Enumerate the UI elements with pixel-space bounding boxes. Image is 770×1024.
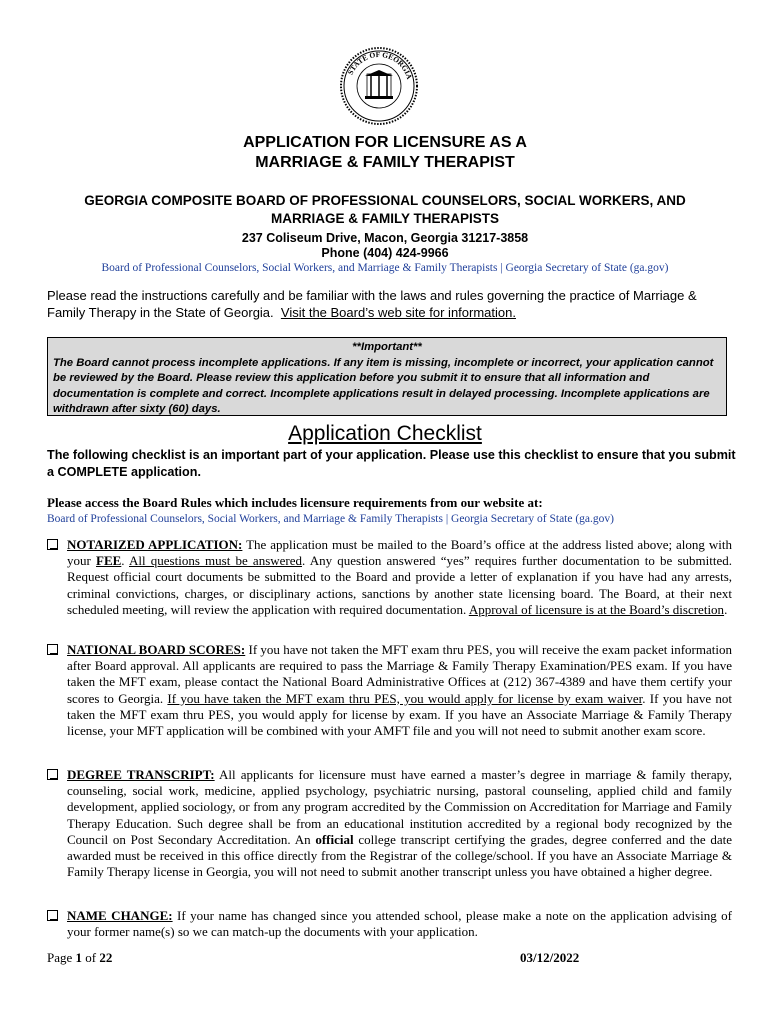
document-title-line2: MARRIAGE & FAMILY THERAPIST: [255, 154, 515, 171]
board-name-line2: MARRIAGE & FAMILY THERAPISTS: [270, 211, 500, 226]
board-phone: Phone (404) 424-9966: [321, 246, 449, 260]
fee-label: FEE: [96, 553, 122, 569]
intro-text: Please read the instructions carefully and be familiar with the laws and rules governing the practice of Marriage & Family Therapy in the State of Georgia.: [47, 288, 697, 320]
board-website-link[interactable]: Board of Professional Counselors, Social Workers, and Marriage & Family Therapists | Georgia Secretary of State (ga.gov): [101, 262, 669, 274]
item-label: NOTARIZED APPLICATION:: [67, 537, 243, 552]
important-body: The Board cannot process incomplete applications. If any item is missing, incomplete or incorrect, your application cannot be reviewed by the Board. Please review this application before you submit it to ensure that all information and documentation is complete and correct. Incomplete applications result in delayed processing. Incomplete applications are withdrawn after sixty (60) days.: [53, 356, 714, 415]
board-name-line1: GEORGIA COMPOSITE BOARD OF PROFESSIONAL COUNSELORS, SOCIAL WORKERS, AND: [84, 193, 686, 208]
item-label: DEGREE TRANSCRIPT:: [67, 767, 215, 782]
checkbox-icon[interactable]: [47, 769, 58, 780]
item-label: NAME CHANGE:: [67, 908, 173, 923]
checkbox-icon[interactable]: [47, 539, 58, 550]
checkbox-icon[interactable]: [47, 910, 58, 921]
document-title-line1: APPLICATION FOR LICENSURE AS A: [243, 134, 527, 151]
board-site-link[interactable]: Visit the Board’s web site for information.: [280, 305, 516, 320]
checklist-heading: Application Checklist: [288, 422, 482, 445]
item-label: NATIONAL BOARD SCORES:: [67, 642, 246, 657]
important-notice: [47, 337, 727, 416]
checklist-intro: The following checklist is an important part of your application. Please use this checklist to ensure that you submit a COMPLETE application.: [47, 448, 736, 479]
revision-date: 03/12/2022: [520, 950, 580, 965]
state-seal-icon: [339, 46, 419, 126]
checkbox-icon[interactable]: [47, 644, 58, 655]
checklist-item-degree-transcript: DEGREE TRANSCRIPT: All applicants for licensure must have earned a master’s degree in marriage & family therapy, counseling, social work, medicine, applied psychology, psychiatric nursing, pastoral counseling, applied child and family development, applied sociology, or from any program accredited by the Commission on Accreditation for Marriage and Family Therapy Education. Such degree shall be from an educational institution accredited by a regional body recognized by the Council on Post Secondary Accreditation. An official college transcript certifying the grades, degree conferred and the date awarded must be received in this office directly from the Registrar of the college/school. If you have an Associate Marriage & Family Therapy license in Georgia, you will not need to submit another transcript unless you have obtained a higher degree.: [47, 767, 732, 880]
board-rules-access: Please access the Board Rules which includes licensure requirements from our website at:: [47, 495, 543, 510]
important-heading: **Important**: [352, 341, 422, 353]
checklist-item-national-board: NATIONAL BOARD SCORES: If you have not taken the MFT exam thru PES, you will receive the exam packet information after Board approval. All applicants are required to pass the Marriage & Family Therapy Examination/PES exam. If you have taken the MFT exam, please contact the National Board Administrative Offices at (212) 367-4389 and have them certify your scores to Georgia. If you have taken the MFT exam thru PES, you would apply for license by exam waiver. If you have not taken the MFT exam thru PES, you would apply for license by exam. If you have an Associate Marriage & Family Therapy license, your MFT application will be combined with your AMFT file and you will not need to submit another exam score.: [47, 642, 732, 739]
intro-paragraph: [47, 287, 737, 321]
page-number: Page 1 of 22: [47, 950, 113, 965]
board-rules-link[interactable]: Board of Professional Counselors, Social Workers, and Marriage & Family Therapists | Georgia Secretary of State (ga.gov): [47, 513, 614, 525]
checklist-item-name-change: NAME CHANGE: If your name has changed since you attended school, please make a note on the application advising of your former name(s) so we can match-up the documents with your application.: [47, 908, 732, 940]
svg-text:STATE OF GEORGIA: [346, 50, 415, 81]
checklist-item-notarized: NOTARIZED APPLICATION: The application must be mailed to the Board’s office at the address listed above; along with your FEE. All questions must be answered. Any question answered “yes” requires further documentation to be submitted. Request official court documents be submitted to the Board and provide a letter of explanation if you have had any arrests, criminal convictions, charges, or disciplinary actions, sanctions by another state licensing board. The Board, at their next scheduled meeting, will review the application with required documentation. Approval of licensure is at the Board’s discretion.: [47, 537, 732, 618]
board-address: 237 Coliseum Drive, Macon, Georgia 31217-3858: [241, 231, 529, 245]
seal-lettering: STATE OF GEORGIA: [345, 49, 415, 81]
